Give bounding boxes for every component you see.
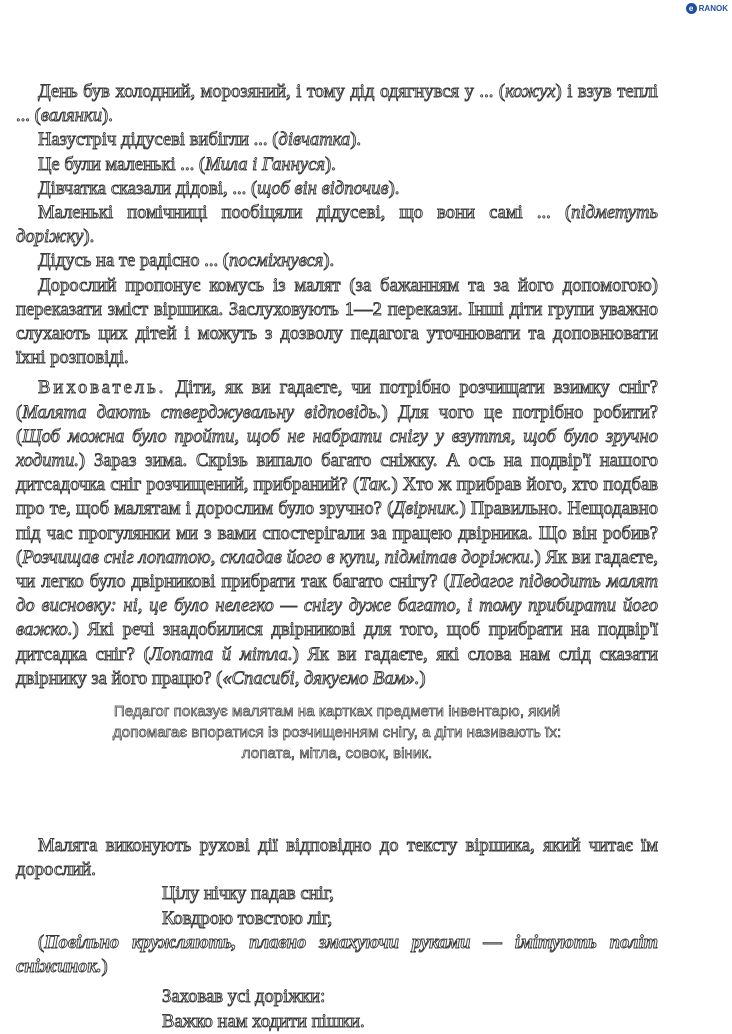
dialogue-i6: Педагог підводить малят до висновку: ні, це було нелегко — снігу дуже багато, і тому прибирати його важко.	[16, 571, 658, 641]
p2-text-b: ).	[350, 129, 362, 151]
dialogue-s7: ) Які речі знадобилися двірникові для того, щоб прибрати на подвір'ї дитсадка сніг? (	[16, 619, 658, 665]
dialogue-s9: )	[419, 667, 426, 689]
p6-answer: посміхнувся	[228, 250, 324, 272]
p5-text-a: Маленькі помічниці пообіцяли дідусеві, що вони самі ... (	[38, 202, 572, 224]
paragraph-5	[16, 201, 658, 249]
verse-line: Важко нам ходити пішки.	[162, 1010, 365, 1032]
dialogue-i3: Так.	[359, 474, 392, 496]
p4-text-a: Дівчатка сказали дідові, ... (	[38, 177, 258, 199]
p1-answer-b: валянки	[40, 105, 103, 127]
paragraph-6	[16, 249, 658, 273]
p6-text-b: ).	[323, 250, 335, 272]
p6-text-a: Дідусь на те радісно ... (	[38, 250, 229, 272]
p4-text-b: ).	[388, 177, 400, 199]
dialogue-i2: Щоб можна було пройти, щоб не набрати снігу у взуття, щоб було зручно ходити.	[16, 425, 658, 472]
verse-line: Ковдрою товстою ліг,	[162, 907, 333, 929]
dialogue-s8: ) Як ви гадаєте, які слова нам слід сказати двірнику за його працю? (	[16, 643, 658, 689]
paragraph-3	[16, 153, 658, 177]
p1-text-a: День був холодний, морозяний, і тому дід одягнувся у ... (	[38, 81, 506, 102]
note-line-2: допомагає впоратися із розчищенням снігу, а діти називають їх:	[112, 724, 562, 742]
paragraph-4	[16, 177, 658, 201]
dialogue-i8: «Спасибі, дякуємо Вам».	[222, 667, 420, 689]
page-content	[16, 80, 658, 1034]
dialogue-i7: Лопата й мітла.	[149, 643, 293, 665]
p1-text-b: ) і взув теплі ... (	[16, 81, 659, 127]
paragraph-retelling: Дорослий пропонує комусь із малят (за бажанням та за його допомогою) переказати зміст віршика. Заслуховують 1—2 перекази. Інші діти групи уважно слухають цих дітей і можуть з дозволу педагога уточнювати та доповнювати їхні розповіді.	[16, 274, 658, 369]
p1-answer-a: кожух	[505, 81, 556, 102]
action-close: )	[101, 956, 108, 978]
speaker-label: Вихователь.	[38, 377, 167, 399]
dialogue-s2: ) Для чого це потрібно робити? (	[16, 401, 658, 447]
dialogue-s3: ) Зараз зима. Скрізь випало багато сніжку. А ось на подвір'ї нашого дитсадочка сніг розчищений, прибраний? (	[16, 450, 658, 496]
action-text: Повільно кружляють, плавно змахуючи руками — імітують політ сніжинок.	[16, 931, 658, 978]
action-open: (	[38, 931, 45, 953]
note-line-1: Педагог показує малятам на картках предмети інвентарю, який	[113, 703, 561, 721]
dialogue-i5: Розчищав сніг лопатою, складав його в купи, підмітав доріжки.	[22, 546, 535, 568]
dialogue-i4: Двірник.	[393, 498, 460, 520]
teacher-note	[57, 701, 617, 764]
dialogue-i1: Малята дають стверджувальну відповідь.	[22, 401, 382, 423]
dialogue-s5: ) Правильно. Нещодавно під час прогулянки ми з вами спостерігали за працею двірника. Що він робив? (	[16, 498, 658, 568]
logo-text: RANOK	[698, 4, 728, 13]
p1-text-c: ).	[102, 105, 113, 127]
dialogue-s4: ) Хто ж прибрав його, хто подбав про те, щоб малятам і дорослим було зручно? (	[16, 474, 658, 520]
p4-answer: щоб він відпочив	[257, 177, 389, 199]
paragraph-1	[16, 80, 658, 128]
p2-answer: дівчатка	[278, 129, 351, 151]
p3-answer: Мила і Ганнуся	[205, 153, 325, 175]
p3-text-a: Це були маленькі ... (	[38, 153, 206, 175]
paragraph-action	[16, 931, 658, 979]
p5-answer: підметуть доріжку	[16, 202, 658, 248]
note-line-3: лопата, мітла, совок, віник.	[241, 745, 433, 763]
paragraph-dialogue	[16, 376, 658, 691]
p5-text-b: ).	[83, 226, 95, 248]
dialogue-s1: Діти, як ви гадаєте, чи потрібно розчищати взимку сніг? (	[16, 377, 658, 423]
dialogue-s6: ) Як ви гадаєте, чи легко було двірникові прибрати так багато снігу? (	[16, 546, 658, 593]
paragraph-2	[16, 128, 658, 152]
logo-mark: e	[686, 3, 697, 14]
p2-text-a: Назустріч дідусеві вибігли ... (	[38, 129, 279, 151]
publisher-logo	[686, 3, 728, 14]
verse-line: Цілу нічку падав сніг,	[162, 883, 334, 905]
p3-text-b: ).	[324, 153, 336, 175]
paragraph-movement: Малята виконують рухові дії відповідно до тексту віршика, який читає їм дорослий.	[16, 835, 658, 881]
verse-line: Заховав усі доріжки:	[162, 986, 326, 1008]
